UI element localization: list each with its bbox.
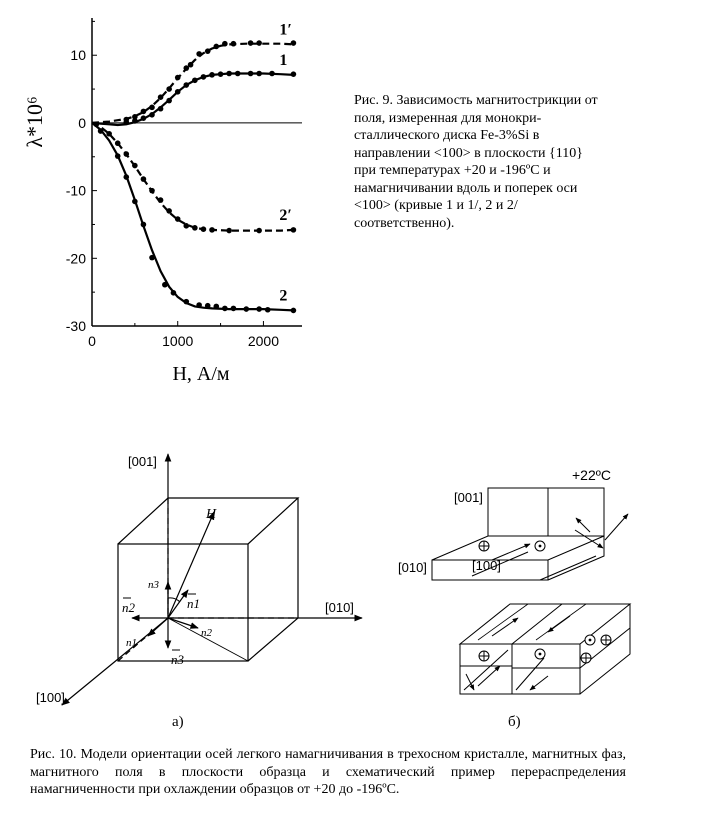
data-point — [209, 227, 215, 233]
data-point — [132, 163, 138, 169]
data-point — [256, 228, 262, 234]
data-point — [188, 62, 194, 68]
data-point — [115, 140, 121, 146]
data-point — [213, 304, 219, 310]
fig10-caption: Рис. 10. Модели ориентации осей легкого намагничивания в трехосном кристалле, магнитных фаз, магнитного поля в плоскости образца и схематический пример перераспределения намагниченности при охлаждении образцов от +20 до -196ºC. — [30, 747, 626, 797]
y-tick-label: -10 — [65, 182, 86, 199]
series-label: 1′ — [279, 21, 292, 39]
data-point — [93, 121, 99, 127]
series-line-2 — [92, 123, 293, 311]
data-point — [226, 228, 232, 234]
data-point — [123, 151, 129, 157]
cube-right-face — [248, 498, 298, 661]
data-point — [222, 306, 228, 312]
data-point — [201, 226, 207, 232]
data-point — [158, 197, 164, 203]
axis-010-label-b: [010] — [398, 560, 427, 575]
axis-010-label: [010] — [325, 600, 354, 615]
data-point — [269, 71, 275, 77]
data-point — [265, 307, 271, 313]
data-point — [123, 174, 129, 180]
svg-text:λ*10⁶: λ*10⁶ — [22, 96, 47, 148]
data-point — [158, 106, 164, 112]
data-point — [222, 41, 228, 47]
caption-line: при температурах +20 и -196ºC и — [354, 163, 551, 178]
data-point — [226, 71, 232, 77]
data-point — [231, 306, 237, 312]
chart-ticks — [66, 21, 279, 349]
data-point — [291, 40, 297, 46]
data-point — [149, 112, 155, 118]
cube-orientation-diagram — [0, 440, 380, 740]
n3bar-label: n3 — [171, 652, 184, 667]
data-point — [183, 223, 189, 229]
caption-line: соответственно). — [354, 215, 455, 231]
data-point — [175, 75, 181, 81]
series-label: 1 — [279, 51, 288, 69]
magnetization-arrow — [605, 514, 628, 540]
axis-001-label-b: [001] — [454, 490, 483, 505]
data-point — [141, 109, 147, 115]
data-point — [248, 71, 254, 77]
n1-arrow — [148, 618, 168, 636]
data-point — [106, 131, 112, 137]
data-point — [218, 71, 224, 77]
data-point — [149, 105, 155, 111]
y-tick-label: 0 — [78, 114, 86, 131]
data-point — [166, 98, 172, 104]
data-point — [291, 227, 297, 233]
series-line-1′ — [92, 44, 293, 123]
data-point — [149, 188, 155, 194]
data-point — [205, 303, 211, 309]
data-point — [196, 302, 202, 308]
data-point — [166, 86, 172, 92]
panel-a-label: а) — [172, 714, 184, 730]
chart-axes-frame — [92, 18, 302, 326]
data-point — [183, 82, 189, 88]
data-point — [115, 153, 121, 159]
x-tick-label: 0 — [88, 333, 96, 349]
caption-line: намагничивании вдоль и поперек оси — [354, 180, 578, 196]
data-point — [192, 77, 198, 83]
data-point — [158, 94, 164, 100]
y-tick-label: 10 — [70, 47, 86, 64]
axis-100-label: [100] — [36, 690, 65, 705]
data-point — [175, 216, 181, 222]
data-point — [248, 40, 254, 46]
series-line-2′ — [92, 123, 293, 231]
data-point — [213, 44, 219, 50]
n3-label: n3 — [148, 579, 159, 591]
x-tick-label: 2000 — [247, 333, 280, 349]
x-axis-label: H, А/м — [172, 363, 230, 385]
y-tick-label: -30 — [65, 318, 86, 334]
series-label: 2′ — [279, 206, 292, 224]
domain-schematic-diagram — [380, 440, 680, 740]
data-point — [166, 208, 172, 214]
axis-100-label-b: [100] — [472, 558, 501, 573]
x-tick-label: 1000 — [162, 333, 194, 349]
data-point — [291, 308, 297, 314]
data-point — [231, 41, 237, 47]
data-point — [123, 117, 129, 123]
n2-label: n2 — [201, 627, 212, 639]
fig9-caption — [354, 92, 632, 232]
data-point — [141, 115, 147, 121]
data-point — [171, 290, 177, 296]
caption-line: Рис. 9. Зависимость магнитострикции от — [354, 93, 598, 108]
data-point — [141, 222, 147, 228]
data-point — [209, 72, 215, 78]
field-h-label: H — [206, 507, 217, 522]
panel-b-label: б) — [508, 714, 521, 730]
data-point — [162, 282, 168, 288]
caption-line: <100> (кривые 1 и 1/, 2 и 2/ — [354, 198, 518, 213]
data-point — [192, 225, 198, 231]
data-point — [205, 48, 211, 54]
data-point — [132, 114, 138, 120]
caption-line: поля, измеренная для монокри- — [354, 110, 542, 126]
caption-line: направлении <100> в плоскости {110} — [354, 145, 583, 161]
data-point — [243, 306, 249, 312]
data-point — [235, 71, 241, 77]
n2bar-label: n2 — [122, 600, 135, 615]
data-point — [201, 74, 207, 80]
data-point — [256, 40, 262, 46]
data-point — [98, 128, 104, 134]
data-point — [196, 51, 202, 57]
chart-series — [92, 44, 293, 311]
chart-markers — [93, 40, 296, 313]
data-point — [141, 176, 147, 182]
data-point — [149, 255, 155, 261]
magnetostriction-chart — [0, 0, 340, 400]
data-point — [175, 89, 181, 95]
series-label: 2 — [279, 287, 288, 305]
data-point — [183, 299, 189, 305]
data-point — [256, 71, 262, 77]
data-point — [132, 199, 138, 205]
data-point — [256, 306, 262, 312]
y-axis-label — [22, 96, 47, 147]
y-tick-label: -20 — [65, 250, 86, 267]
chart-series-labels — [279, 21, 292, 304]
caption-line: сталлического диска Fe-3%Si в — [354, 128, 540, 143]
n1-label: n1 — [126, 637, 137, 649]
n1bar-label: n1 — [187, 596, 200, 611]
axis-001-label: [001] — [128, 454, 157, 469]
angle-arc — [168, 598, 180, 602]
temperature-label: +22ºC — [572, 467, 611, 483]
data-point — [291, 71, 297, 77]
